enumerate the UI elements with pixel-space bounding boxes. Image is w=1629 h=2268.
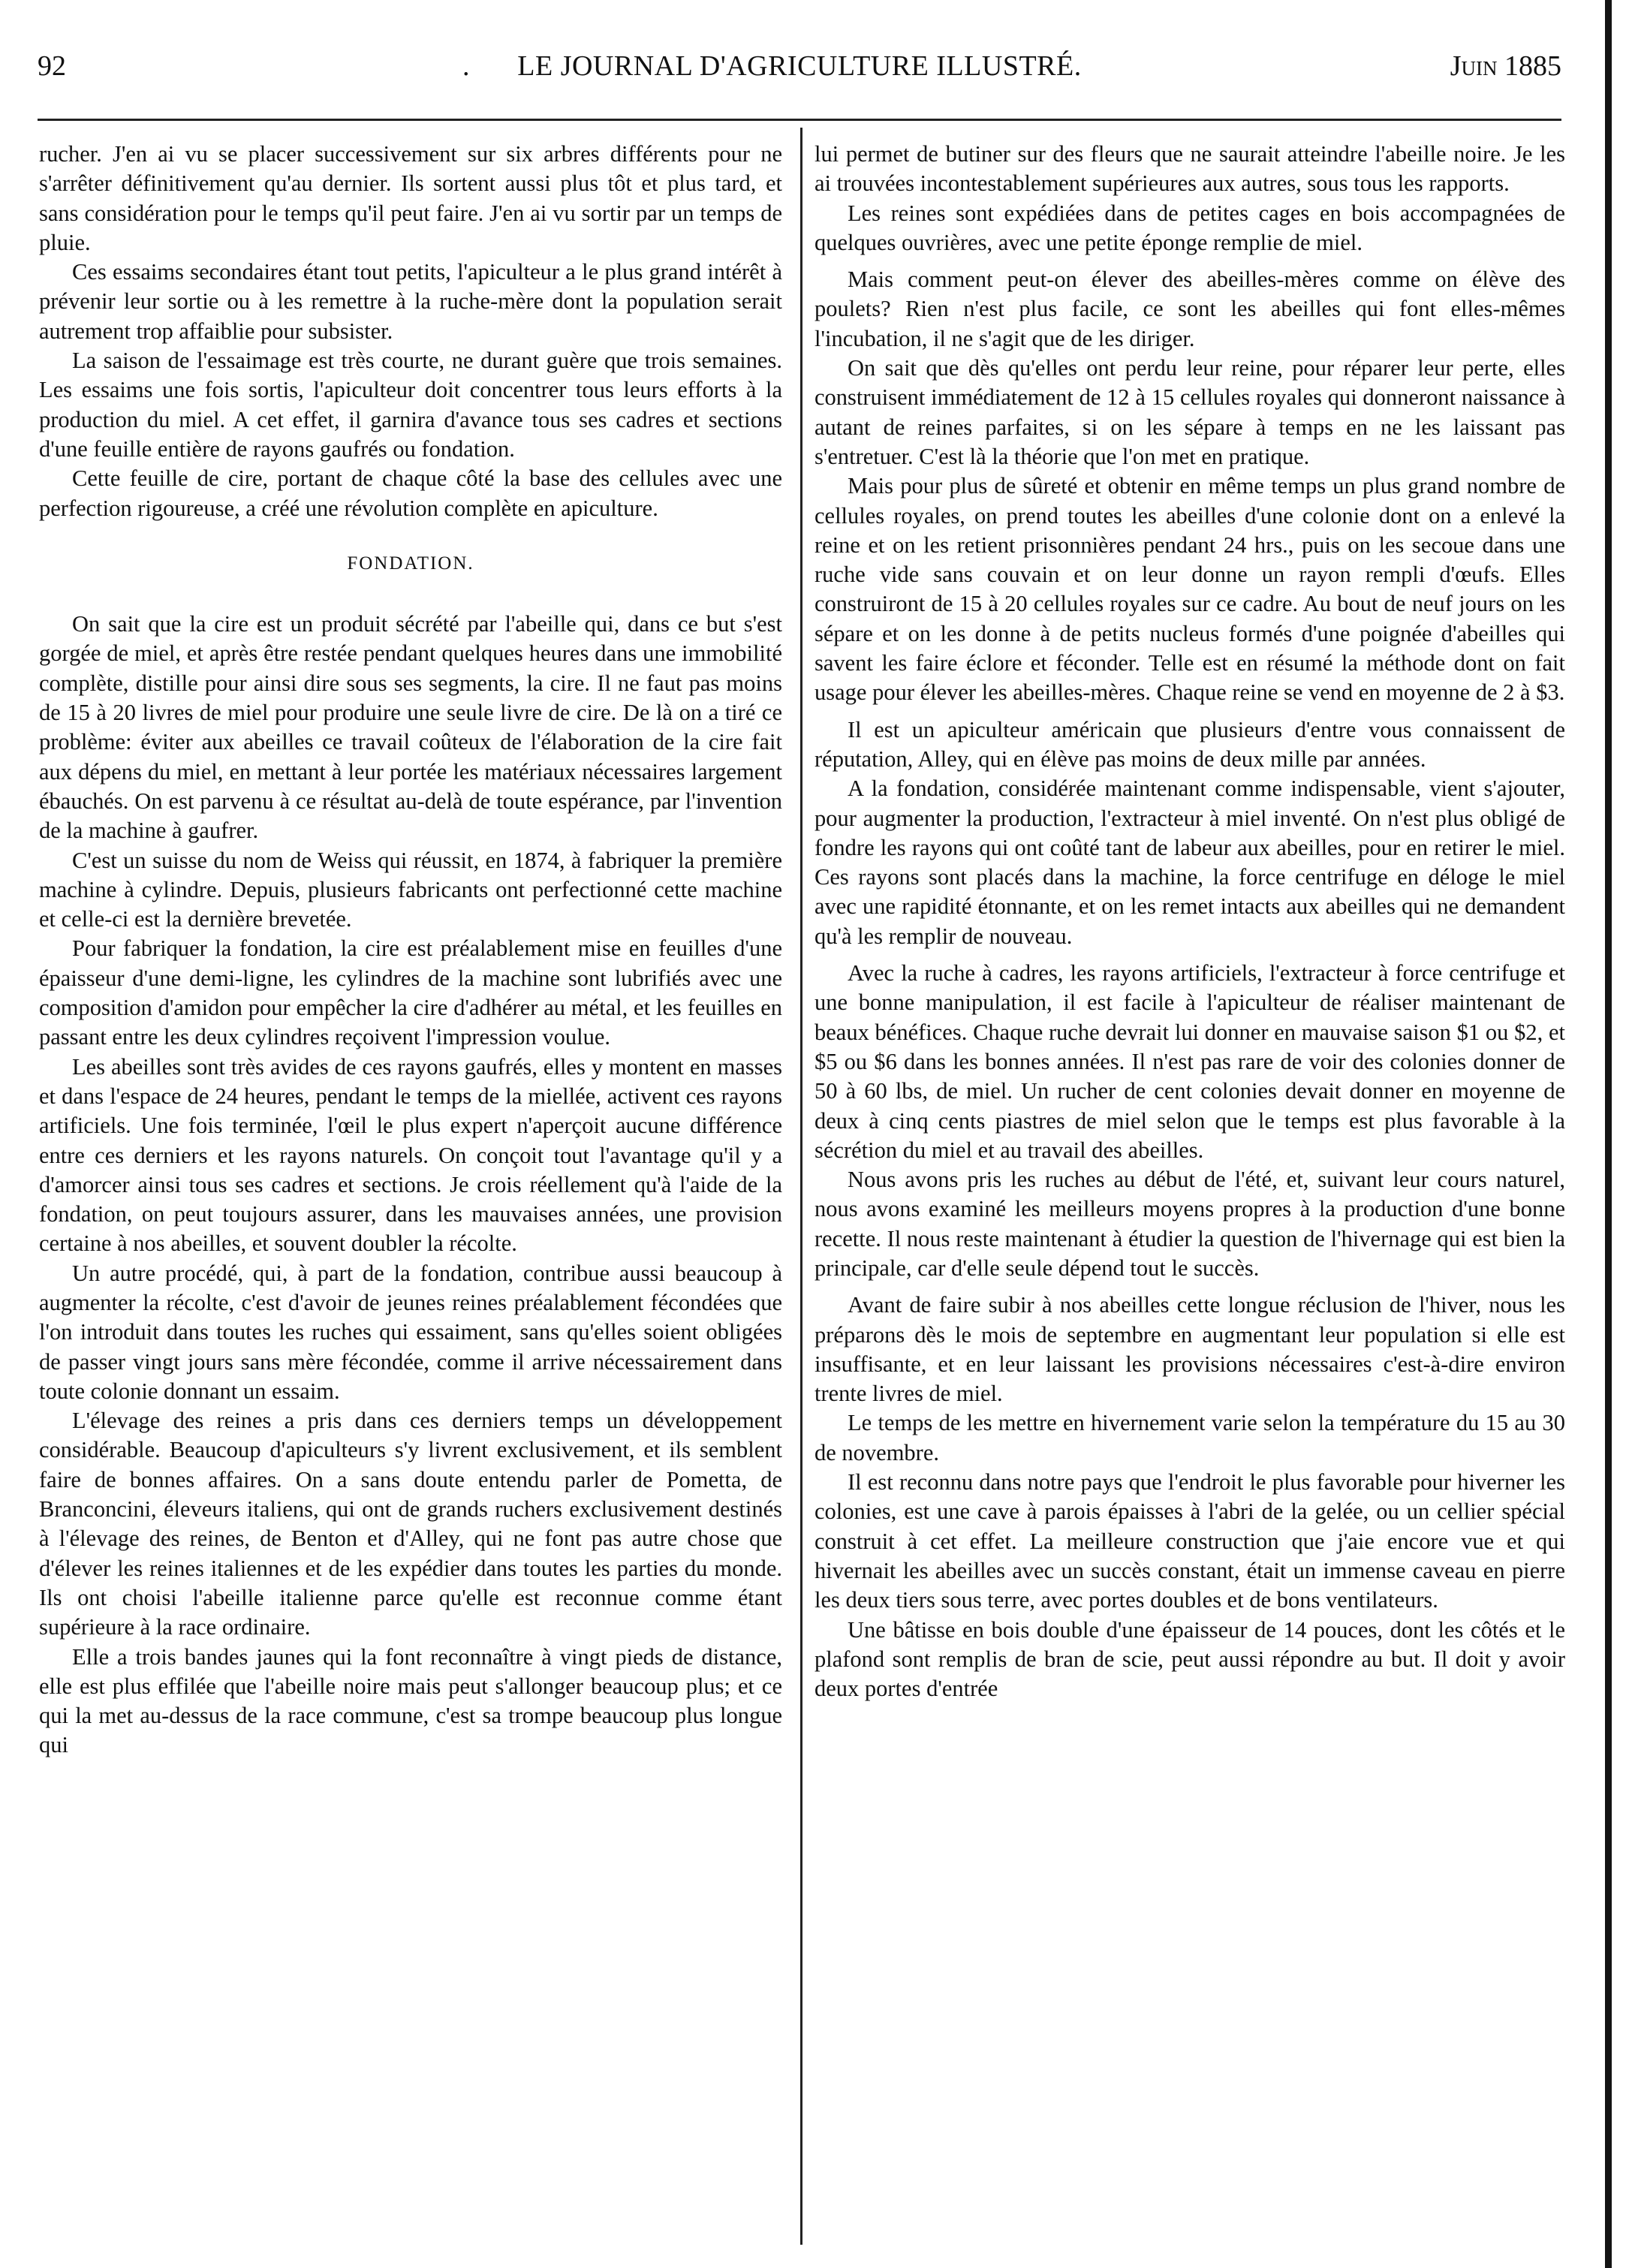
paragraph: Avant de faire subir à nos abeilles cette longue réclusion de l'hiver, nous les préparons dès le mois de septembre en augmentant leur population si elle est insuffisante, et en leur laissant les provisions nécessaires c'est-à-dire environ trente livres de miel. (814, 1292, 1565, 1407)
paragraph: Elle a trois bandes jaunes qui la font reconnaître à vingt pieds de distance, elle est plus effilée que l'abeille noire mais peut s'allonger beaucoup plus; et ce qui la met au-dessus de la race commune, c'est sa trompe beaucoup plus longue qui (39, 1643, 782, 1758)
running-header (38, 50, 1561, 95)
paragraph: C'est un suisse du nom de Weiss qui réussit, en 1874, à fabriquer la première machine à cylindre. Depuis, plusieurs fabricants ont perfectionné cette machine et celle-ci est la dernière brevetée. (39, 847, 782, 932)
paragraph: Un autre procédé, qui, à part de la fondation, contribue aussi beaucoup à augmenter la récolte, c'est d'avoir de jeunes reines préalablement fécondées que l'on introduit dans toutes les ruches qui essaiment, sans qu'elles soient obligées de passer vingt jours sans mère fécondée, comme il arrive nécessairement dans toute colonie donnant un essaim. (39, 1260, 782, 1404)
paragraph: Il est reconnu dans notre pays que l'endroit le plus favorable pour hiverner les colonies, est une cave à parois épaisses à l'abri de la gelée, ou un cellier spécial construit à cet effet. La meilleure construction que j'aie encore vue et qui hivernait les abeilles avec un succès constant, était un immense caveau en pierre les deux tiers sous terre, avec portes doubles et de bons ventilateurs. (814, 1469, 1565, 1613)
paragraph: Les abeilles sont très avides de ces rayons gaufrés, elles y montent en masses et dans l'espace de 24 heures, pendant le temps de la miellée, activent ces rayons artificiels. Une fois terminée, l'œil le plus expert n'aperçoit aucune différence entre ces derniers et les rayons naturels. On conçoit tout l'avantage qu'il y a d'amorcer ainsi tous ses cadres et sections. Je crois réellement qu'à l'aide de la fondation, on peut toujours assurer, dans les mauvaises années, une provision certaine à nos abeilles, et souvent doubler la récolte. (39, 1053, 782, 1257)
paragraph: Pour fabriquer la fondation, la cire est préalablement mise en feuilles d'une épaisseur d'une demi-ligne, les cylindres de la machine sont lubrifiés avec une composition d'amidon pour empêcher la cire d'adhérer au métal, et les feuilles en passant entre les deux cylindres reçoivent l'impression voulue. (39, 935, 782, 1050)
left-column (39, 140, 782, 1760)
paragraph: Nous avons pris les ruches au début de l'été, et, suivant leur cours naturel, nous avons examiné les meilleurs moyens propres à la production d'une bonne recette. Il nous reste maintenant à étudier la question de l'hivernage qui est bien la principale, car d'elle seule dépend tout le succès. (814, 1167, 1565, 1281)
right-column (814, 140, 1565, 1703)
column-divider (800, 128, 802, 2245)
paragraph: On sait que dès qu'elles ont perdu leur reine, pour réparer leur perte, elles construisent immédiatement de 12 à 15 cellules royales qui donneront naissance à autant de reines parfaites, si on les sépare à temps en ne les laissant pas s'entretuer. C'est là la théorie que l'on met en pratique. (814, 355, 1565, 469)
section-heading: FONDATION. (347, 553, 474, 574)
header-rule (38, 119, 1561, 121)
paragraph: On sait que la cire est un produit sécrété par l'abeille qui, dans ce but s'est gorgée de miel, et après être restée pendant quelques heures dans une immobilité complète, distille pour ainsi dire sous ses segments, la cire. Il ne faut pas moins de 15 à 20 livres de miel pour produire une seule livre de cire. De là on a tiré ce problème: éviter aux abeilles ce travail coûteux de l'élaboration de la cire fait aux dépens du miel, en mettant à leur portée les matériaux nécessaires largement ébauchés. On est parvenu à ce résultat au-delà de toute espérance, par l'invention de la machine à gaufrer. (39, 611, 782, 844)
paragraph: Le temps de les mettre en hivernement varie selon la température du 15 au 30 de novembre. (814, 1410, 1565, 1465)
paragraph: Une bâtisse en bois double d'une épaisseur de 14 pouces, dont les côtés et le plafond sont remplis de bran de scie, peut aussi répondre au but. Il doit y avoir deux portes d'entrée (814, 1616, 1565, 1702)
journal-title: LE JOURNAL D'AGRICULTURE ILLUSTRÉ. (517, 50, 1082, 82)
issue-date: Juin 1885 (1450, 50, 1561, 82)
header-separator: . (462, 50, 470, 82)
paragraph: Il est un apiculteur américain que plusieurs d'entre vous connaissent de réputation, Alley, qui en élève pas moins de deux mille par années. (814, 716, 1565, 772)
right-margin-rule (1605, 0, 1612, 2268)
paragraph: L'élevage des reines a pris dans ces derniers temps un développement considérable. Beaucoup d'apiculteurs s'y livrent exclusivement, et ils semblent faire de bonnes affaires. On a sans doute entendu parler de Pometta, de Branconcini, éleveurs italiens, qui ont de grands ruchers exclusivement destinés à l'élevage des reines, de Benton et d'Alley, qui ne font pas autre chose que d'élever les reines italiennes et de les expédier dans toutes les parties du monde. Ils ont choisi l'abeille italienne parce qu'elle est reconnue comme étant supérieure à la race ordinaire. (39, 1408, 782, 1640)
paragraph: Mais comment peut-on élever des abeilles-mères comme on élève des poulets? Rien n'est plus facile, ce sont les abeilles qui font elles-mêmes l'incubation, il ne s'agit que de les diriger. (814, 267, 1565, 351)
paragraph: Ces essaims secondaires étant tout petits, l'apiculteur a le plus grand intérêt à prévenir leur sortie ou à les remettre à la ruche-mère dont la population serait autrement trop affaiblie pour subsister. (39, 259, 782, 344)
paragraph: Cette feuille de cire, portant de chaque côté la base des cellules avec une perfection rigoureuse, a créé une révolution complète en apiculture. (39, 465, 782, 521)
paragraph: La saison de l'essaimage est très courte, ne durant guère que trois semaines. Les essaims une fois sortis, l'apiculteur doit concentrer tous leurs efforts à la production du miel. A cet effet, il garnira d'avance tous ses cadres et sections d'une feuille entière de rayons gaufrés ou fondation. (39, 348, 782, 462)
paragraph: Avec la ruche à cadres, les rayons artificiels, l'extracteur à force centrifuge et une bonne manipulation, il est facile à l'apiculteur de réaliser maintenant de beaux bénéfices. Chaque ruche devrait lui donner en mauvaise saison $1 ou $2, et $5 ou $6 dans les bonnes années. Il n'est pas rare de voir des colonies donner de 50 à 60 lbs, de miel. Un rucher de cent colonies devait donner en moyenne de deux à cinq cents piastres de miel selon que le temps est plus favorable à la sécrétion du miel et au travail des abeilles. (814, 960, 1565, 1163)
page-number: 92 (38, 50, 66, 82)
paragraph: lui permet de butiner sur des fleurs que ne saurait atteindre l'abeille noire. Je les ai trouvées incontestablement supérieures aux autres, sous tous les rapports. (814, 141, 1565, 197)
paragraph: rucher. J'en ai vu se placer successivement sur six arbres différents pour ne s'arrêter définitivement qu'au dernier. Ils sortent aussi plus tôt et plus tard, et sans considération pour le temps qu'il peut faire. J'en ai vu sortir par un temps de pluie. (39, 141, 782, 255)
paragraph: Mais pour plus de sûreté et obtenir en même temps un plus grand nombre de cellules royales, on prend toutes les abeilles d'une colonie dont on a enlevé la reine et on les retient prisonnières pendant 24 hrs., puis on les secoue dans une ruche vide sans couvain et on leur donne un rayon rempli d'œufs. Elles construiront de 15 à 20 cellules royales sur ce cadre. Au bout de neuf jours on les sépare et on les donne à de petits nucleus formés d'une poignée d'abeilles qui savent les faire éclore et féconder. Telle est en résumé la méthode dont on fait usage pour élever les abeilles-mères. Chaque reine se vend en moyenne de 2 à $3. (814, 473, 1565, 706)
paragraph: Les reines sont expédiées dans de petites cages en bois accompagnées de quelques ouvrières, avec une petite éponge remplie de miel. (814, 200, 1565, 255)
paragraph: A la fondation, considérée maintenant comme indispensable, vient s'ajouter, pour augmenter la production, l'extracteur à miel inventé. On n'est plus obligé de fondre les rayons qui ont coûté tant de labeur aux abeilles, pour en retirer le miel. Ces rayons sont placés dans la machine, la force centrifuge en déloge le miel avec une rapidité étonnante, et on les remet intacts aux abeilles qui ne demandent qu'à les remplir de nouveau. (814, 776, 1565, 949)
